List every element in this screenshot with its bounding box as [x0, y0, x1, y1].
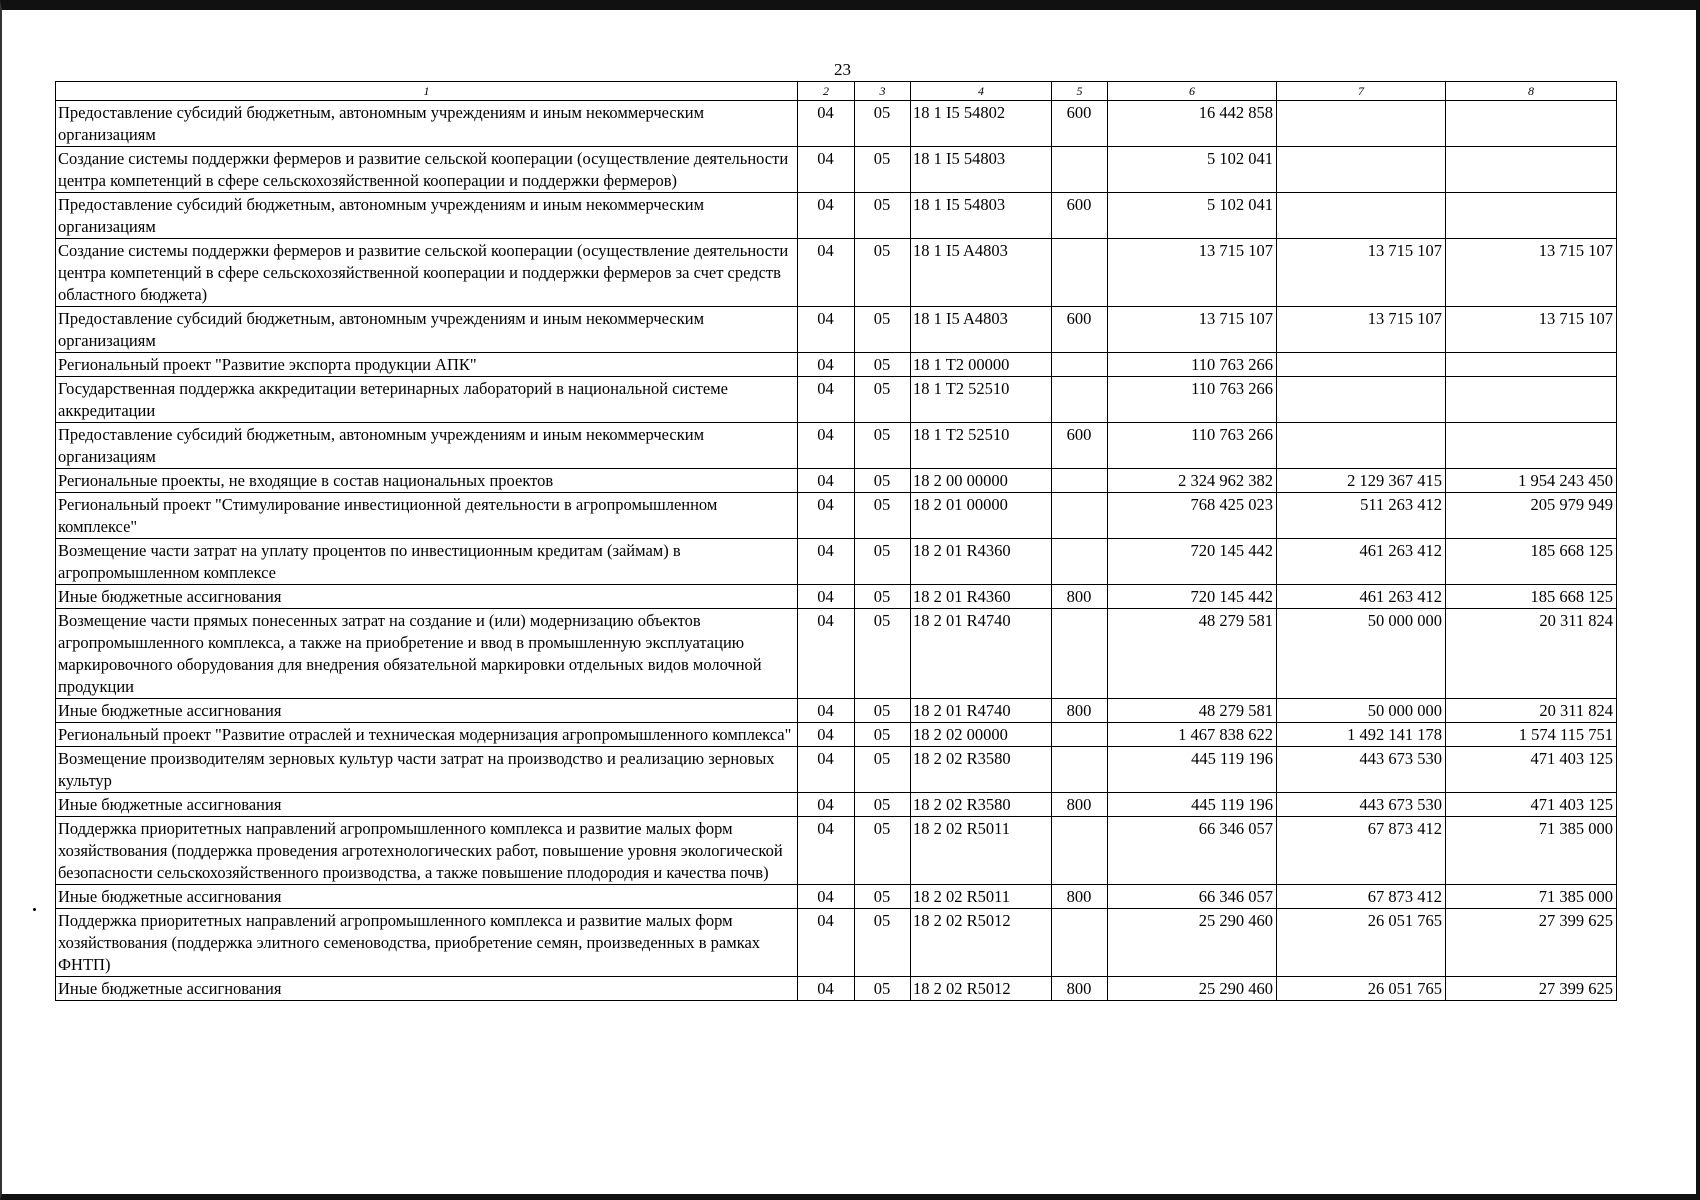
column-number: 1	[56, 82, 798, 101]
table-row	[56, 353, 1617, 377]
target-article-cell: 18 2 02 R3580	[911, 793, 1052, 817]
page-number: 23	[834, 60, 851, 79]
table-row	[56, 147, 1617, 193]
section-code-cell: 04	[798, 585, 855, 609]
amount-col7-cell: 50 000 000	[1277, 699, 1446, 723]
amount-col6-cell: 2 324 962 382	[1108, 469, 1277, 493]
amount-col8-cell: 71 385 000	[1446, 817, 1617, 885]
amount-col7-cell	[1277, 353, 1446, 377]
item-name-cell: Государственная поддержка аккредитации ветеринарных лабораторий в национальной системе аккредитации	[56, 377, 798, 423]
target-article-cell: 18 2 02 R5011	[911, 885, 1052, 909]
item-name-cell: Возмещение части затрат на уплату процентов по инвестиционным кредитам (займам) в агропромышленном комплексе	[56, 539, 798, 585]
amount-col8-cell: 471 403 125	[1446, 793, 1617, 817]
amount-col7-cell: 511 263 412	[1277, 493, 1446, 539]
item-name-cell: Иные бюджетные ассигнования	[56, 885, 798, 909]
amount-col6-cell: 66 346 057	[1108, 817, 1277, 885]
item-name-cell: Поддержка приоритетных направлений агропромышленного комплекса и развитие малых форм хозяйствования (поддержка элитного семеноводства, приобретение семян, произведенных в рамках ФНТП)	[56, 909, 798, 977]
amount-col8-cell: 27 399 625	[1446, 977, 1617, 1001]
section-code-cell: 04	[798, 307, 855, 353]
amount-col8-cell: 1 954 243 450	[1446, 469, 1617, 493]
section-code-cell: 04	[798, 353, 855, 377]
item-name-cell: Предоставление субсидий бюджетным, автономным учреждениям и иным некоммерческим организациям	[56, 101, 798, 147]
target-article-cell: 18 2 01 R4740	[911, 609, 1052, 699]
table-row	[56, 493, 1617, 539]
item-name-cell: Иные бюджетные ассигнования	[56, 793, 798, 817]
amount-col6-cell: 1 467 838 622	[1108, 723, 1277, 747]
target-article-cell: 18 2 02 00000	[911, 723, 1052, 747]
subsection-code-cell: 05	[855, 239, 911, 307]
amount-col7-cell	[1277, 101, 1446, 147]
table-row	[56, 977, 1617, 1001]
table-row	[56, 539, 1617, 585]
amount-col6-cell: 66 346 057	[1108, 885, 1277, 909]
item-name-cell: Региональный проект "Развитие экспорта продукции АПК"	[56, 353, 798, 377]
amount-col8-cell: 71 385 000	[1446, 885, 1617, 909]
column-number: 5	[1052, 82, 1108, 101]
section-code-cell: 04	[798, 423, 855, 469]
subsection-code-cell: 05	[855, 747, 911, 793]
target-article-cell: 18 2 02 R5012	[911, 909, 1052, 977]
target-article-cell: 18 2 02 R5011	[911, 817, 1052, 885]
amount-col8-cell: 27 399 625	[1446, 909, 1617, 977]
column-number: 2	[798, 82, 855, 101]
subsection-code-cell: 05	[855, 377, 911, 423]
expense-type-cell	[1052, 539, 1108, 585]
subsection-code-cell: 05	[855, 423, 911, 469]
target-article-cell: 18 1 I5 A4803	[911, 239, 1052, 307]
amount-col6-cell: 16 442 858	[1108, 101, 1277, 147]
expense-type-cell	[1052, 609, 1108, 699]
budget-table	[55, 81, 1617, 1001]
section-code-cell: 04	[798, 817, 855, 885]
table-row	[56, 723, 1617, 747]
subsection-code-cell: 05	[855, 723, 911, 747]
expense-type-cell	[1052, 377, 1108, 423]
item-name-cell: Региональный проект "Стимулирование инвестиционной деятельности в агропромышленном комплексе"	[56, 493, 798, 539]
expense-type-cell: 800	[1052, 885, 1108, 909]
expense-type-cell: 600	[1052, 307, 1108, 353]
table-row	[56, 793, 1617, 817]
amount-col6-cell: 768 425 023	[1108, 493, 1277, 539]
table-row	[56, 307, 1617, 353]
table-row	[56, 817, 1617, 885]
target-article-cell: 18 1 T2 52510	[911, 423, 1052, 469]
target-article-cell: 18 2 02 R5012	[911, 977, 1052, 1001]
amount-col8-cell: 13 715 107	[1446, 239, 1617, 307]
amount-col6-cell: 48 279 581	[1108, 699, 1277, 723]
subsection-code-cell: 05	[855, 469, 911, 493]
subsection-code-cell: 05	[855, 493, 911, 539]
column-number-row	[56, 82, 1617, 101]
section-code-cell: 04	[798, 193, 855, 239]
table-row	[56, 239, 1617, 307]
amount-col7-cell: 461 263 412	[1277, 585, 1446, 609]
expense-type-cell	[1052, 469, 1108, 493]
column-number: 8	[1446, 82, 1617, 101]
amount-col8-cell	[1446, 101, 1617, 147]
amount-col8-cell: 1 574 115 751	[1446, 723, 1617, 747]
section-code-cell: 04	[798, 793, 855, 817]
section-code-cell: 04	[798, 377, 855, 423]
item-name-cell: Предоставление субсидий бюджетным, автономным учреждениям и иным некоммерческим организациям	[56, 193, 798, 239]
table-row	[56, 469, 1617, 493]
expense-type-cell	[1052, 817, 1108, 885]
scan-speck	[33, 908, 36, 911]
subsection-code-cell: 05	[855, 909, 911, 977]
table-row	[56, 423, 1617, 469]
subsection-code-cell: 05	[855, 817, 911, 885]
target-article-cell: 18 1 T2 52510	[911, 377, 1052, 423]
amount-col8-cell: 20 311 824	[1446, 609, 1617, 699]
item-name-cell: Иные бюджетные ассигнования	[56, 977, 798, 1001]
amount-col6-cell: 5 102 041	[1108, 147, 1277, 193]
target-article-cell: 18 1 I5 54802	[911, 101, 1052, 147]
expense-type-cell: 800	[1052, 793, 1108, 817]
target-article-cell: 18 2 01 00000	[911, 493, 1052, 539]
amount-col8-cell: 185 668 125	[1446, 585, 1617, 609]
amount-col6-cell: 445 119 196	[1108, 793, 1277, 817]
amount-col8-cell: 20 311 824	[1446, 699, 1617, 723]
amount-col6-cell: 445 119 196	[1108, 747, 1277, 793]
table-row	[56, 609, 1617, 699]
column-number: 6	[1108, 82, 1277, 101]
amount-col7-cell	[1277, 147, 1446, 193]
amount-col8-cell: 205 979 949	[1446, 493, 1617, 539]
amount-col7-cell	[1277, 423, 1446, 469]
amount-col6-cell: 110 763 266	[1108, 423, 1277, 469]
target-article-cell: 18 1 I5 A4803	[911, 307, 1052, 353]
expense-type-cell	[1052, 493, 1108, 539]
expense-type-cell	[1052, 239, 1108, 307]
table-row	[56, 377, 1617, 423]
subsection-code-cell: 05	[855, 147, 911, 193]
amount-col7-cell: 2 129 367 415	[1277, 469, 1446, 493]
target-article-cell: 18 1 I5 54803	[911, 147, 1052, 193]
amount-col7-cell: 1 492 141 178	[1277, 723, 1446, 747]
expense-type-cell: 600	[1052, 423, 1108, 469]
item-name-cell: Региональный проект "Развитие отраслей и техническая модернизация агропромышленного комплекса"	[56, 723, 798, 747]
table-row	[56, 747, 1617, 793]
amount-col6-cell: 110 763 266	[1108, 377, 1277, 423]
table-row	[56, 885, 1617, 909]
amount-col8-cell	[1446, 423, 1617, 469]
amount-col6-cell: 720 145 442	[1108, 539, 1277, 585]
item-name-cell: Создание системы поддержки фермеров и развитие сельской кооперации (осуществление деятельности центра компетенций в сфере сельскохозяйственной кооперации и поддержки фермеров за счет средств областного бюджета)	[56, 239, 798, 307]
section-code-cell: 04	[798, 723, 855, 747]
amount-col6-cell: 720 145 442	[1108, 585, 1277, 609]
table-body	[56, 101, 1617, 1001]
amount-col6-cell: 25 290 460	[1108, 909, 1277, 977]
item-name-cell: Создание системы поддержки фермеров и развитие сельской кооперации (осуществление деятельности центра компетенций в сфере сельскохозяйственной кооперации и поддержки фермеров)	[56, 147, 798, 193]
section-code-cell: 04	[798, 469, 855, 493]
amount-col7-cell: 67 873 412	[1277, 885, 1446, 909]
amount-col7-cell: 13 715 107	[1277, 307, 1446, 353]
expense-type-cell: 800	[1052, 585, 1108, 609]
target-article-cell: 18 1 T2 00000	[911, 353, 1052, 377]
expense-type-cell	[1052, 353, 1108, 377]
item-name-cell: Предоставление субсидий бюджетным, автономным учреждениям и иным некоммерческим организациям	[56, 307, 798, 353]
table-row	[56, 585, 1617, 609]
expense-type-cell	[1052, 909, 1108, 977]
amount-col7-cell: 26 051 765	[1277, 977, 1446, 1001]
subsection-code-cell: 05	[855, 885, 911, 909]
item-name-cell: Предоставление субсидий бюджетным, автономным учреждениям и иным некоммерческим организациям	[56, 423, 798, 469]
subsection-code-cell: 05	[855, 609, 911, 699]
expense-type-cell: 600	[1052, 101, 1108, 147]
expense-type-cell: 600	[1052, 193, 1108, 239]
item-name-cell: Иные бюджетные ассигнования	[56, 585, 798, 609]
item-name-cell: Возмещение части прямых понесенных затрат на создание и (или) модернизацию объектов агропромышленного комплекса, а также на приобретение и ввод в промышленную эксплуатацию маркировочного оборудования для внедрения обязательной маркировки отдельных видов молочной продукции	[56, 609, 798, 699]
expense-type-cell	[1052, 747, 1108, 793]
section-code-cell: 04	[798, 909, 855, 977]
subsection-code-cell: 05	[855, 977, 911, 1001]
section-code-cell: 04	[798, 493, 855, 539]
column-number: 7	[1277, 82, 1446, 101]
section-code-cell: 04	[798, 977, 855, 1001]
amount-col6-cell: 13 715 107	[1108, 307, 1277, 353]
target-article-cell: 18 2 00 00000	[911, 469, 1052, 493]
item-name-cell: Иные бюджетные ассигнования	[56, 699, 798, 723]
subsection-code-cell: 05	[855, 353, 911, 377]
amount-col7-cell: 26 051 765	[1277, 909, 1446, 977]
item-name-cell: Возмещение производителям зерновых культур части затрат на производство и реализацию зерновых культур	[56, 747, 798, 793]
column-number: 4	[911, 82, 1052, 101]
amount-col7-cell: 443 673 530	[1277, 747, 1446, 793]
amount-col6-cell: 5 102 041	[1108, 193, 1277, 239]
column-number: 3	[855, 82, 911, 101]
expense-type-cell: 800	[1052, 699, 1108, 723]
amount-col7-cell: 67 873 412	[1277, 817, 1446, 885]
subsection-code-cell: 05	[855, 193, 911, 239]
amount-col8-cell: 13 715 107	[1446, 307, 1617, 353]
amount-col8-cell	[1446, 193, 1617, 239]
table-row	[56, 193, 1617, 239]
section-code-cell: 04	[798, 101, 855, 147]
item-name-cell: Региональные проекты, не входящие в состав национальных проектов	[56, 469, 798, 493]
amount-col7-cell: 443 673 530	[1277, 793, 1446, 817]
section-code-cell: 04	[798, 239, 855, 307]
amount-col7-cell: 461 263 412	[1277, 539, 1446, 585]
subsection-code-cell: 05	[855, 101, 911, 147]
amount-col8-cell: 185 668 125	[1446, 539, 1617, 585]
target-article-cell: 18 2 01 R4360	[911, 585, 1052, 609]
subsection-code-cell: 05	[855, 539, 911, 585]
section-code-cell: 04	[798, 539, 855, 585]
amount-col7-cell: 50 000 000	[1277, 609, 1446, 699]
expense-type-cell	[1052, 723, 1108, 747]
table-row	[56, 101, 1617, 147]
section-code-cell: 04	[798, 609, 855, 699]
expense-type-cell	[1052, 147, 1108, 193]
amount-col8-cell	[1446, 377, 1617, 423]
section-code-cell: 04	[798, 147, 855, 193]
amount-col7-cell	[1277, 193, 1446, 239]
amount-col7-cell	[1277, 377, 1446, 423]
amount-col8-cell	[1446, 147, 1617, 193]
amount-col7-cell: 13 715 107	[1277, 239, 1446, 307]
target-article-cell: 18 1 I5 54803	[911, 193, 1052, 239]
expense-type-cell: 800	[1052, 977, 1108, 1001]
amount-col6-cell: 13 715 107	[1108, 239, 1277, 307]
amount-col6-cell: 48 279 581	[1108, 609, 1277, 699]
target-article-cell: 18 2 01 R4740	[911, 699, 1052, 723]
section-code-cell: 04	[798, 885, 855, 909]
target-article-cell: 18 2 01 R4360	[911, 539, 1052, 585]
amount-col6-cell: 110 763 266	[1108, 353, 1277, 377]
subsection-code-cell: 05	[855, 699, 911, 723]
amount-col8-cell: 471 403 125	[1446, 747, 1617, 793]
amount-col6-cell: 25 290 460	[1108, 977, 1277, 1001]
item-name-cell: Поддержка приоритетных направлений агропромышленного комплекса и развитие малых форм хозяйствования (поддержка проведения агротехнологических работ, повышение уровня экологической безопасности сельскохозяйственного производства, а также повышение плодородия и качества почв)	[56, 817, 798, 885]
amount-col8-cell	[1446, 353, 1617, 377]
section-code-cell: 04	[798, 699, 855, 723]
table-row	[56, 699, 1617, 723]
subsection-code-cell: 05	[855, 793, 911, 817]
target-article-cell: 18 2 02 R3580	[911, 747, 1052, 793]
table-row	[56, 909, 1617, 977]
section-code-cell: 04	[798, 747, 855, 793]
subsection-code-cell: 05	[855, 307, 911, 353]
subsection-code-cell: 05	[855, 585, 911, 609]
